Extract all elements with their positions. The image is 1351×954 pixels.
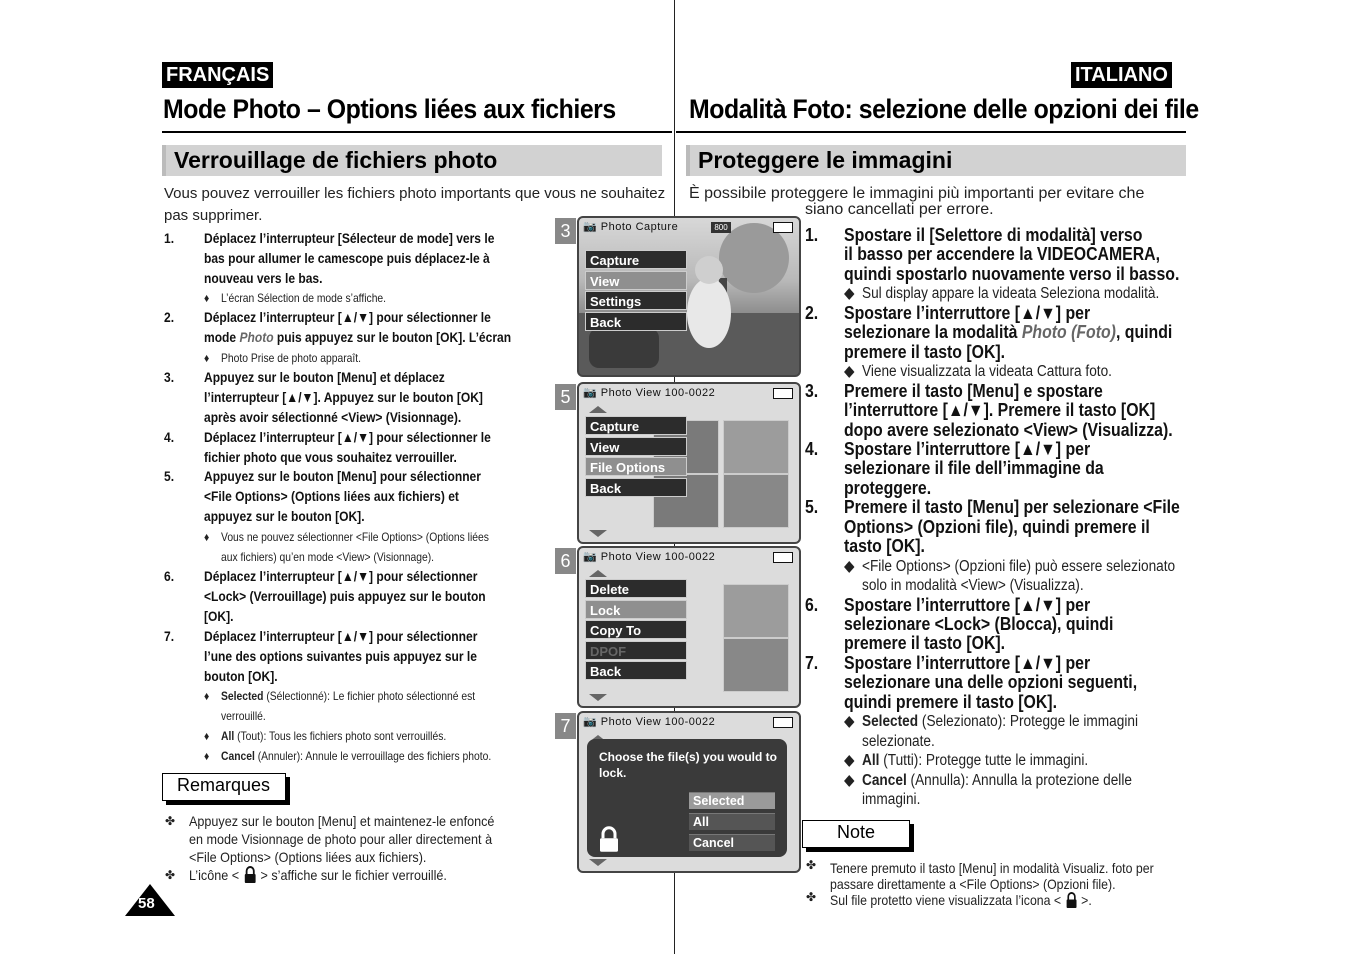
note-text: >. — [1081, 892, 1092, 908]
option-selected — [862, 712, 1138, 732]
note-bullet-icon: ✤ — [806, 858, 817, 872]
step-number: 3. — [164, 369, 175, 385]
step-number: 4. — [164, 429, 175, 445]
menu-item-capture[interactable]: Capture — [585, 250, 687, 269]
note-bullet-icon: ✤ — [806, 890, 817, 904]
bullet-text: <File Options> (Opzioni file) può essere selezionato — [862, 558, 1176, 575]
lock-icon — [597, 825, 621, 853]
menu-item-capture[interactable]: Capture — [585, 416, 687, 435]
camera-icon: 📷 — [583, 716, 598, 728]
bullet-text: Sul display appare la videata Seleziona modalità. — [862, 285, 1160, 302]
step-line — [204, 327, 511, 347]
photo-mode-label: Photo — [239, 329, 274, 345]
option-key: Selected — [862, 713, 919, 730]
note-label: Note — [837, 822, 876, 842]
language-badge-fr: FRANÇAIS — [162, 62, 273, 88]
step-line: Déplacez l’interrupteur [Sélecteur de mode] vers le — [204, 230, 495, 246]
step-text: selezionare la modalità — [844, 322, 1018, 342]
bullet-text: Photo Prise de photo apparaît. — [221, 351, 361, 365]
note-line: <File Options> (Options liées aux fichiers). — [189, 849, 427, 865]
step-line: Déplacez l’interrupteur [▲/▼] pour sélectionner — [204, 568, 478, 584]
menu — [585, 579, 687, 682]
step-line: fichier photo que vous souhaitez verrouiller. — [204, 449, 457, 465]
bullet-text: Viene visualizzata la videata Cattura foto. — [862, 363, 1112, 380]
screen-title: Photo Capture — [600, 221, 679, 233]
step-line: Spostare l’interruttore [▲/▼] per — [844, 303, 1091, 323]
step-line: selezionare il file dell’immagine da — [844, 458, 1104, 478]
step-line: premere il tasto [OK]. — [844, 633, 1006, 653]
bullet-text: immagini. — [862, 791, 921, 808]
screen-title: Photo View 100-0022 — [600, 551, 716, 563]
step-number: 7. — [164, 628, 175, 644]
step-number: 7. — [805, 653, 819, 673]
option-all — [221, 726, 446, 746]
dialog-option-cancel[interactable]: Cancel — [689, 834, 775, 851]
step-number: 1. — [805, 225, 819, 245]
step-line: Déplacez l’interrupteur [▲/▼] pour sélectionner le — [204, 309, 491, 325]
step-line: nouveau vers le bas. — [204, 270, 323, 286]
screen-step-number: 5 — [555, 384, 576, 410]
scroll-down-icon[interactable] — [589, 859, 607, 866]
step-line: dopo avere selezionato <View> (Visualizza). — [844, 420, 1173, 440]
bullet-diamond-icon: ♦ — [204, 530, 210, 544]
step-number: 6. — [805, 595, 819, 615]
option-desc: (Selezionato): Protegge le immagini — [918, 713, 1138, 730]
menu-item-settings[interactable]: Settings — [585, 291, 687, 310]
step-number: 6. — [164, 568, 175, 584]
step-number: 2. — [805, 303, 819, 323]
note-line — [830, 892, 1092, 908]
battery-icon — [773, 388, 793, 399]
section-title: Verrouillage de fichiers photo — [174, 147, 498, 173]
option-key: Selected — [221, 689, 264, 703]
option-desc: (Sélectionné): Le fichier photo sélectionné est — [263, 689, 476, 703]
step-line: Options> (Opzioni file), quindi premere il — [844, 517, 1150, 537]
step-line: quindi spostarlo nuovamente verso il basso. — [844, 264, 1180, 284]
camera-icon: 📷 — [583, 387, 598, 399]
note-line: Tenere premuto il tasto [Menu] in modalità Visualiz. foto per — [830, 860, 1154, 876]
battery-icon — [773, 717, 793, 728]
bullet-diamond-icon: ◆ — [844, 558, 855, 575]
note-line: passare direttamente a <File Options> (Opzioni file). — [830, 876, 1116, 892]
bullet-diamond-icon: ♦ — [204, 689, 210, 703]
page-title-it: Modalità Foto: selezione delle opzioni dei file — [689, 94, 1199, 124]
option-cancel — [221, 746, 491, 766]
step-text: puis appuyez sur le bouton [OK]. L’écran — [276, 329, 512, 345]
bullet-text: aux fichiers) qu’en mode <View> (Visionnage). — [221, 550, 435, 564]
step-line: Premere il tasto [Menu] per selezionare <File — [844, 497, 1180, 517]
step-number: 5. — [164, 468, 175, 484]
thumbnail-opera-house[interactable] — [723, 474, 789, 528]
step-line — [844, 323, 1172, 343]
camera-icon: 📷 — [583, 221, 598, 233]
option-desc: (Annuler): Annule le verrouillage des fichiers photo. — [254, 749, 492, 763]
bullet-diamond-icon: ◆ — [844, 285, 855, 302]
battery-icon — [773, 552, 793, 563]
menu-item-view[interactable]: View — [585, 271, 687, 290]
menu-item-view[interactable]: View — [585, 437, 687, 456]
thumbnail-opera-house[interactable] — [723, 638, 789, 692]
notes-label: Remarques — [177, 775, 271, 795]
step-line: Premere il tasto [Menu] e spostare — [844, 381, 1103, 401]
scroll-up-icon[interactable] — [589, 406, 607, 413]
bullet-diamond-icon: ♦ — [204, 749, 210, 763]
option-selected — [221, 686, 475, 706]
thumbnail-rabbit[interactable] — [723, 584, 789, 638]
bullet-text: selezionate. — [862, 733, 935, 750]
bullet-diamond-icon: ◆ — [844, 363, 855, 380]
option-desc: (Tutti): Protegge tutte le immagini. — [879, 752, 1089, 769]
step-line: selezionare <Lock> (Blocca), quindi — [844, 614, 1114, 634]
step-number: 5. — [805, 497, 819, 517]
bullet-diamond-icon: ♦ — [204, 351, 210, 365]
step-line: Spostare l’interruttore [▲/▼] per — [844, 595, 1091, 615]
screen-title: Photo View 100-0022 — [600, 716, 716, 728]
scroll-down-icon[interactable] — [589, 694, 607, 701]
bullet-text: verrouillé. — [221, 709, 266, 723]
menu-item-file-options[interactable]: File Options — [585, 457, 687, 476]
step-line: appuyez sur le bouton [OK]. — [204, 508, 365, 524]
option-all — [862, 751, 1088, 771]
section-title: Proteggere le immagini — [698, 147, 953, 173]
step-number: 1. — [164, 230, 175, 246]
note-bullet-icon: ✤ — [165, 868, 176, 882]
menu-item-back[interactable]: Back — [585, 312, 687, 331]
intro-line-2: pas supprimer. — [164, 207, 263, 224]
bullet-diamond-icon: ♦ — [204, 729, 210, 743]
step-line: bouton [OK]. — [204, 668, 278, 684]
battery-icon — [773, 222, 793, 233]
page-number: 58 — [138, 895, 155, 912]
step-number: 3. — [805, 381, 819, 401]
option-key: All — [862, 752, 880, 769]
note-text: > s’affiche sur le fichier verrouillé. — [260, 867, 447, 883]
step-line: Déplacez l’interrupteur [▲/▼] pour sélectionner — [204, 628, 478, 644]
step-line: l’interrupteur [▲/▼]. Appuyez sur le bouton [OK] — [204, 389, 483, 405]
menu-item-back[interactable]: Back — [585, 478, 687, 497]
step-line: bas pour allumer le camescope puis déplacez-le à — [204, 250, 490, 266]
option-desc: (Tout): Tous les fichiers photo sont verrouillés. — [234, 729, 447, 743]
menu — [585, 250, 687, 332]
note-line — [189, 866, 447, 884]
resolution-badge: 800 — [711, 222, 731, 233]
step-line: Appuyez sur le bouton [Menu] et déplacez — [204, 369, 445, 385]
scroll-down-icon[interactable] — [589, 530, 607, 537]
bullet-diamond-icon: ◆ — [844, 752, 855, 769]
step-line: il basso per accendere la VIDEOCAMERA, — [844, 244, 1161, 264]
step-line: quindi premere il tasto [OK]. — [844, 692, 1057, 712]
step-line: <File Options> (Options liées aux fichiers) et — [204, 488, 459, 504]
option-key: Cancel — [862, 772, 907, 789]
photo-mode-label: Photo (Foto) — [1021, 322, 1116, 342]
thumbnail-rabbit[interactable] — [723, 420, 789, 474]
intro-line-2: siano cancellati per errore. — [805, 201, 994, 218]
note-text: Sul file protetto viene visualizzata l’icona < — [830, 892, 1062, 908]
screen-step-number: 7 — [555, 713, 576, 739]
screen-step-number: 6 — [555, 548, 576, 574]
title-rule — [162, 131, 672, 133]
option-key: Cancel — [221, 749, 255, 763]
step-line: Déplacez l’interrupteur [▲/▼] pour sélectionner le — [204, 429, 491, 445]
notes-box — [162, 773, 286, 801]
note-text: L’icône < — [189, 867, 240, 883]
bullet-diamond-icon: ◆ — [844, 772, 855, 789]
option-desc: (Annulla): Annulla la protezione delle — [906, 772, 1132, 789]
step-line: selezionare una delle opzioni seguenti, — [844, 672, 1138, 692]
dialog-message: Choose the file(s) you would to lock. — [599, 750, 777, 780]
screen-header — [583, 386, 715, 399]
step-text: , quindi — [1115, 322, 1173, 342]
bullet-text: L’écran Sélection de mode s’affiche. — [221, 291, 387, 305]
language-badge-it: ITALIANO — [1071, 62, 1172, 88]
scroll-up-icon[interactable] — [589, 570, 607, 577]
menu-item-lock[interactable]: Lock — [585, 600, 687, 619]
lcd-screen-capture — [577, 216, 801, 377]
step-line: Spostare l’interruttore [▲/▼] per — [844, 653, 1091, 673]
step-line: proteggere. — [844, 478, 932, 498]
step-line: l’interruttore [▲/▼]. Premere il tasto [OK] — [844, 400, 1156, 420]
title-rule — [676, 131, 1186, 133]
step-line: tasto [OK]. — [844, 536, 925, 556]
menu-item-dpof[interactable]: DPOF — [585, 641, 687, 660]
step-line: Spostare il [Selettore di modalità] verso — [844, 225, 1143, 245]
screen-header — [583, 550, 715, 563]
screen-header — [583, 715, 715, 728]
bullet-diamond-icon: ◆ — [844, 713, 855, 730]
option-cancel — [862, 771, 1132, 791]
step-line: Spostare l’interruttore [▲/▼] per — [844, 439, 1091, 459]
step-line: [OK]. — [204, 608, 234, 624]
page-title-fr: Mode Photo – Options liées aux fichiers — [163, 94, 616, 124]
screen-step-number: 3 — [555, 218, 576, 244]
section-header-it — [686, 145, 1186, 176]
menu-item-copy-to[interactable]: Copy To — [585, 620, 687, 639]
bullet-text: Vous ne pouvez sélectionner <File Options> (Options liées — [221, 530, 489, 544]
dialog-option-selected[interactable]: Selected — [689, 792, 775, 809]
option-key: All — [221, 729, 235, 743]
step-line: Appuyez sur le bouton [Menu] pour sélectionner — [204, 468, 481, 484]
note-bullet-icon: ✤ — [165, 814, 176, 828]
note-line: Appuyez sur le bouton [Menu] et maintenez-le enfoncé — [189, 813, 495, 829]
dialog-option-all[interactable]: All — [689, 813, 775, 830]
intro-line-1: È possibile proteggere le immagini più importanti per evitare che — [689, 185, 1145, 202]
step-line: premere il tasto [OK]. — [844, 342, 1006, 362]
lcd-screen-lock — [577, 711, 801, 873]
camera-icon: 📷 — [583, 551, 598, 563]
step-number: 2. — [164, 309, 175, 325]
note-box — [802, 820, 910, 848]
menu — [585, 416, 687, 498]
section-header-fr — [162, 145, 662, 176]
step-line: l’une des options suivantes puis appuyez sur le — [204, 648, 477, 664]
bullet-diamond-icon: ♦ — [204, 291, 210, 305]
note-line: en mode Visionnage de photo pour aller directement à — [189, 831, 493, 847]
menu-item-back[interactable]: Back — [585, 661, 687, 680]
screen-header — [583, 220, 678, 233]
step-line: après avoir sélectionné <View> (Visionnage). — [204, 409, 462, 425]
lcd-screen-view — [577, 382, 801, 544]
lock-icon — [1065, 892, 1078, 908]
intro-line-1: Vous pouvez verrouiller les fichiers photo importants que vous ne souhaitez — [164, 185, 666, 202]
menu-item-delete[interactable]: Delete — [585, 579, 687, 598]
lock-dialog — [587, 739, 787, 857]
step-text: mode — [204, 329, 237, 345]
bullet-text: solo in modalità <View> (Visualizza). — [862, 577, 1084, 594]
step-line: <Lock> (Verrouillage) puis appuyez sur le bouton — [204, 588, 486, 604]
screen-title: Photo View 100-0022 — [600, 387, 716, 399]
lock-icon — [243, 866, 257, 883]
step-number: 4. — [805, 439, 819, 459]
lcd-screen-file-options — [577, 546, 801, 708]
